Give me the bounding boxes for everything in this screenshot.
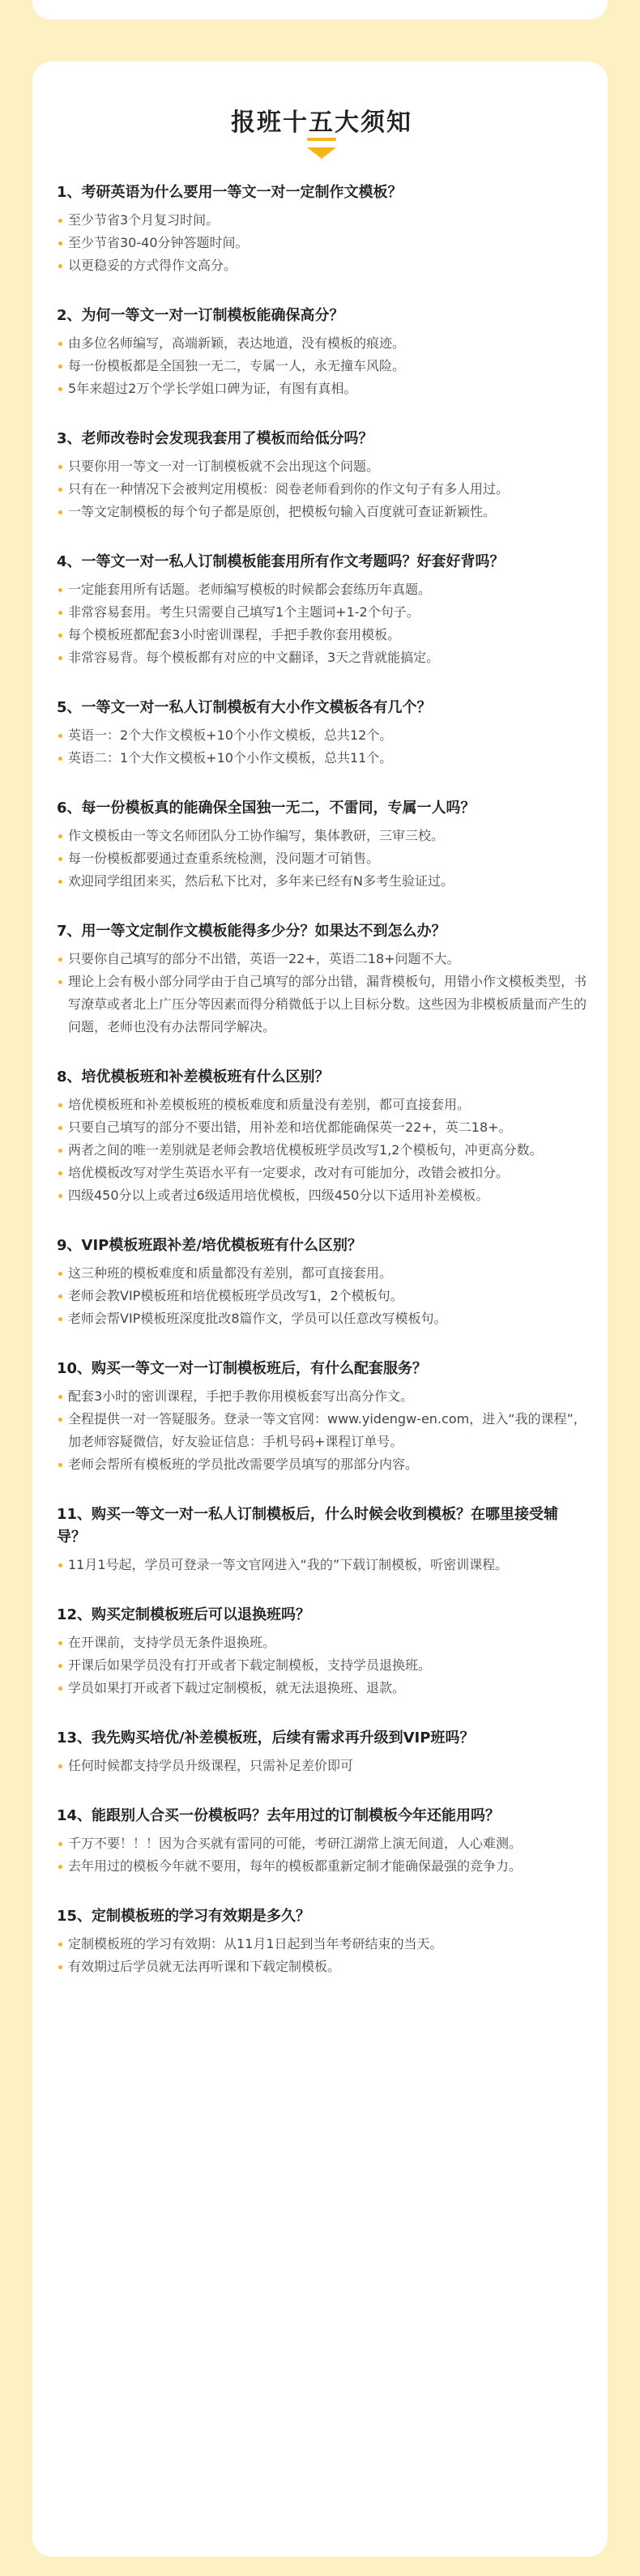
qa-item [57, 1727, 587, 1777]
chevron-down-icon [307, 147, 336, 159]
qa-item [57, 1066, 587, 1207]
qa-item [57, 181, 587, 277]
qa-item [57, 1503, 587, 1576]
answer-item: 至少节省30-40分钟答题时间。 [57, 232, 587, 254]
answer-list [57, 332, 587, 400]
answer-item: 两者之间的唯一差别就是老师会教培优模板班学员改写1,2个模板句，冲更高分数。 [57, 1139, 587, 1162]
answer-list [57, 724, 587, 770]
question: 6、每一份模板真的能确保全国独一无二，不雷同，专属一人吗？ [57, 800, 476, 817]
qa-item [57, 920, 587, 1039]
answer-list [57, 1385, 587, 1476]
answer-item: 这三种班的模板难度和质量都没有差别，都可直接套用。 [57, 1262, 587, 1285]
answer-list [57, 209, 587, 277]
answer-item: 千万不要！！！因为合买就有雷同的可能，考研江湖常上演无间道，人心难测。 [57, 1832, 587, 1855]
question: 1、考研英语为什么要用一等文一对一定制作文模板？ [57, 184, 403, 201]
answer-item: 非常容易套用。考生只需要自己填写1个主题词+1-2个句子。 [57, 601, 587, 624]
question: 11、购买一等文一对一私人订制模板后，什么时候会收到模板？在哪里接受辅导？ [57, 1506, 559, 1546]
qa-item [57, 1805, 587, 1878]
answer-item: 全程提供一对一答疑服务。登录一等文官网：www.yidengw-en.com，进入“我的课程”，加老师容疑微信，好友验证信息：手机号码+课程订单号。 [57, 1408, 587, 1453]
answer-item: 四级450分以上或者过6级适用培优模板，四级450分以下适用补差模板。 [57, 1184, 587, 1207]
answer-item: 学员如果打开或者下载过定制模板，就无法退换班、退款。 [57, 1677, 587, 1700]
qa-list [57, 181, 587, 1978]
answer-list [57, 1832, 587, 1878]
answer-item: 一等文定制模板的每个句子都是原创，把模板句输入百度就可查证新颖性。 [57, 501, 587, 523]
answer-item: 欢迎同学组团来买，然后私下比对，多年来已经有N多考生验证过。 [57, 870, 587, 893]
qa-item [57, 1905, 587, 1978]
answer-item: 只要你自己填写的部分不出错，英语一22+，英语二18+问题不大。 [57, 948, 587, 970]
answer-item: 一定能套用所有话题。老师编写模板的时候都会套练历年真题。 [57, 578, 587, 601]
top-card [32, 0, 608, 19]
answer-item: 每一份模板都是全国独一无二，专属一人，永无撞车风险。 [57, 355, 587, 377]
question: 3、老师改卷时会发现我套用了模板而给低分吗？ [57, 430, 373, 447]
answer-list [57, 1933, 587, 1978]
answer-item: 老师会帮所有模板班的学员批改需要学员填写的那部分内容。 [57, 1453, 587, 1476]
answer-item: 在开课前，支持学员无条件退换班。 [57, 1631, 587, 1654]
qa-item [57, 1235, 587, 1330]
question: 2、为何一等文一对一订制模板能确保高分？ [57, 307, 344, 324]
answer-item: 只要你用一等文一对一订制模板就不会出现这个问题。 [57, 455, 587, 478]
answer-item: 去年用过的模板今年就不要用，每年的模板都重新定制才能确保最强的竞争力。 [57, 1855, 587, 1878]
qa-item [57, 305, 587, 400]
question: 4、一等文一对一私人订制模板能套用所有作文考题吗？好套好背吗？ [57, 553, 505, 570]
answer-item: 开课后如果学员没有打开或者下载定制模板，支持学员退换班。 [57, 1654, 587, 1677]
page-title: 报班十五大须知 [231, 109, 412, 137]
answer-item: 英语二：1个大作文模板+10个小作文模板，总共11个。 [57, 747, 587, 770]
question: 10、购买一等文一对一订制模板班后，有什么配套服务？ [57, 1360, 428, 1377]
answer-item: 非常容易背。每个模板都有对应的中文翻译，3天之背就能搞定。 [57, 646, 587, 669]
question: 5、一等文一对一私人订制模板有大小作文模板各有几个？ [57, 699, 432, 716]
answer-list [57, 1554, 587, 1576]
answer-item: 培优模板改写对学生英语水平有一定要求，改对有可能加分，改错会被扣分。 [57, 1162, 587, 1184]
answer-item: 只要自己填写的部分不要出错，用补差和培优都能确保英一22+，英二18+。 [57, 1116, 587, 1139]
answer-item: 每个模板班都配套3小时密训课程，手把手教你套用模板。 [57, 624, 587, 646]
answer-item: 11月1号起，学员可登录一等文官网进入“我的”下载订制模板，听密训课程。 [57, 1554, 587, 1576]
qa-item [57, 697, 587, 770]
answer-item: 至少节省3个月复习时间。 [57, 209, 587, 232]
answer-item: 老师会帮VIP模板班深度批改8篇作文，学员可以任意改写模板句。 [57, 1307, 587, 1330]
qa-item [57, 1604, 587, 1700]
answer-list [57, 1755, 587, 1777]
answer-list [57, 1094, 587, 1207]
answer-list [57, 578, 587, 669]
answer-item: 5年来超过2万个学长学姐口碑为证，有图有真相。 [57, 377, 587, 400]
notice-card [32, 62, 608, 2557]
answer-item: 由多位名师编写，高端新颖，表达地道，没有模板的痕迹。 [57, 332, 587, 355]
answer-item: 只有在一种情况下会被判定用模板：阅卷老师看到你的作文句子有多人用过。 [57, 478, 587, 501]
qa-item [57, 797, 587, 893]
answer-list [57, 825, 587, 893]
answer-list [57, 948, 587, 1039]
answer-item: 任何时候都支持学员升级课程，只需补足差价即可 [57, 1755, 587, 1777]
answer-list [57, 1262, 587, 1330]
question: 13、我先购买培优/补差模板班，后续有需求再升级到VIP班吗？ [57, 1729, 475, 1746]
answer-item: 理论上会有极小部分同学由于自己填写的部分出错，漏背模板句，用错小作文模板类型，书写潦草或者北上广压分等因素而得分稍微低于以上目标分数。这些因为非模板质量而产生的问题，老师也没有办法帮同学解决。 [57, 970, 587, 1039]
qa-item [57, 1358, 587, 1476]
answer-item: 英语一：2个大作文模板+10个小作文模板，总共12个。 [57, 724, 587, 747]
answer-list [57, 455, 587, 523]
question: 14、能跟别人合买一份模板吗？去年用过的订制模板今年还能用吗？ [57, 1807, 501, 1824]
qa-item [57, 551, 587, 669]
answer-item: 作文模板由一等文名师团队分工协作编写，集体教研，三审三校。 [57, 825, 587, 847]
qa-item [57, 428, 587, 523]
question: 8、培优模板班和补差模板班有什么区别？ [57, 1068, 330, 1085]
answer-item: 老师会教VIP模板班和培优模板班学员改写1，2个模板句。 [57, 1285, 587, 1307]
answer-item: 有效期过后学员就无法再听课和下载定制模板。 [57, 1955, 587, 1978]
question: 12、购买定制模板班后可以退换班吗？ [57, 1606, 311, 1623]
answer-item: 以更稳妥的方式得作文高分。 [57, 254, 587, 277]
answer-item: 培优模板班和补差模板班的模板难度和质量没有差别，都可直接套用。 [57, 1094, 587, 1116]
answer-list [57, 1631, 587, 1700]
question: 9、VIP模板班跟补差/培优模板班有什么区别？ [57, 1237, 362, 1254]
answer-item: 配套3小时的密训课程，手把手教你用模板套写出高分作文。 [57, 1385, 587, 1408]
question: 15、定制模板班的学习有效期是多久？ [57, 1908, 311, 1925]
answer-item: 定制模板班的学习有效期：从11月1日起到当年考研结束的当天。 [57, 1933, 587, 1955]
answer-item: 每一份模板都要通过查重系统检测，没问题才可销售。 [57, 847, 587, 870]
question: 7、用一等文定制作文模板能得多少分？如果达不到怎么办？ [57, 923, 446, 940]
